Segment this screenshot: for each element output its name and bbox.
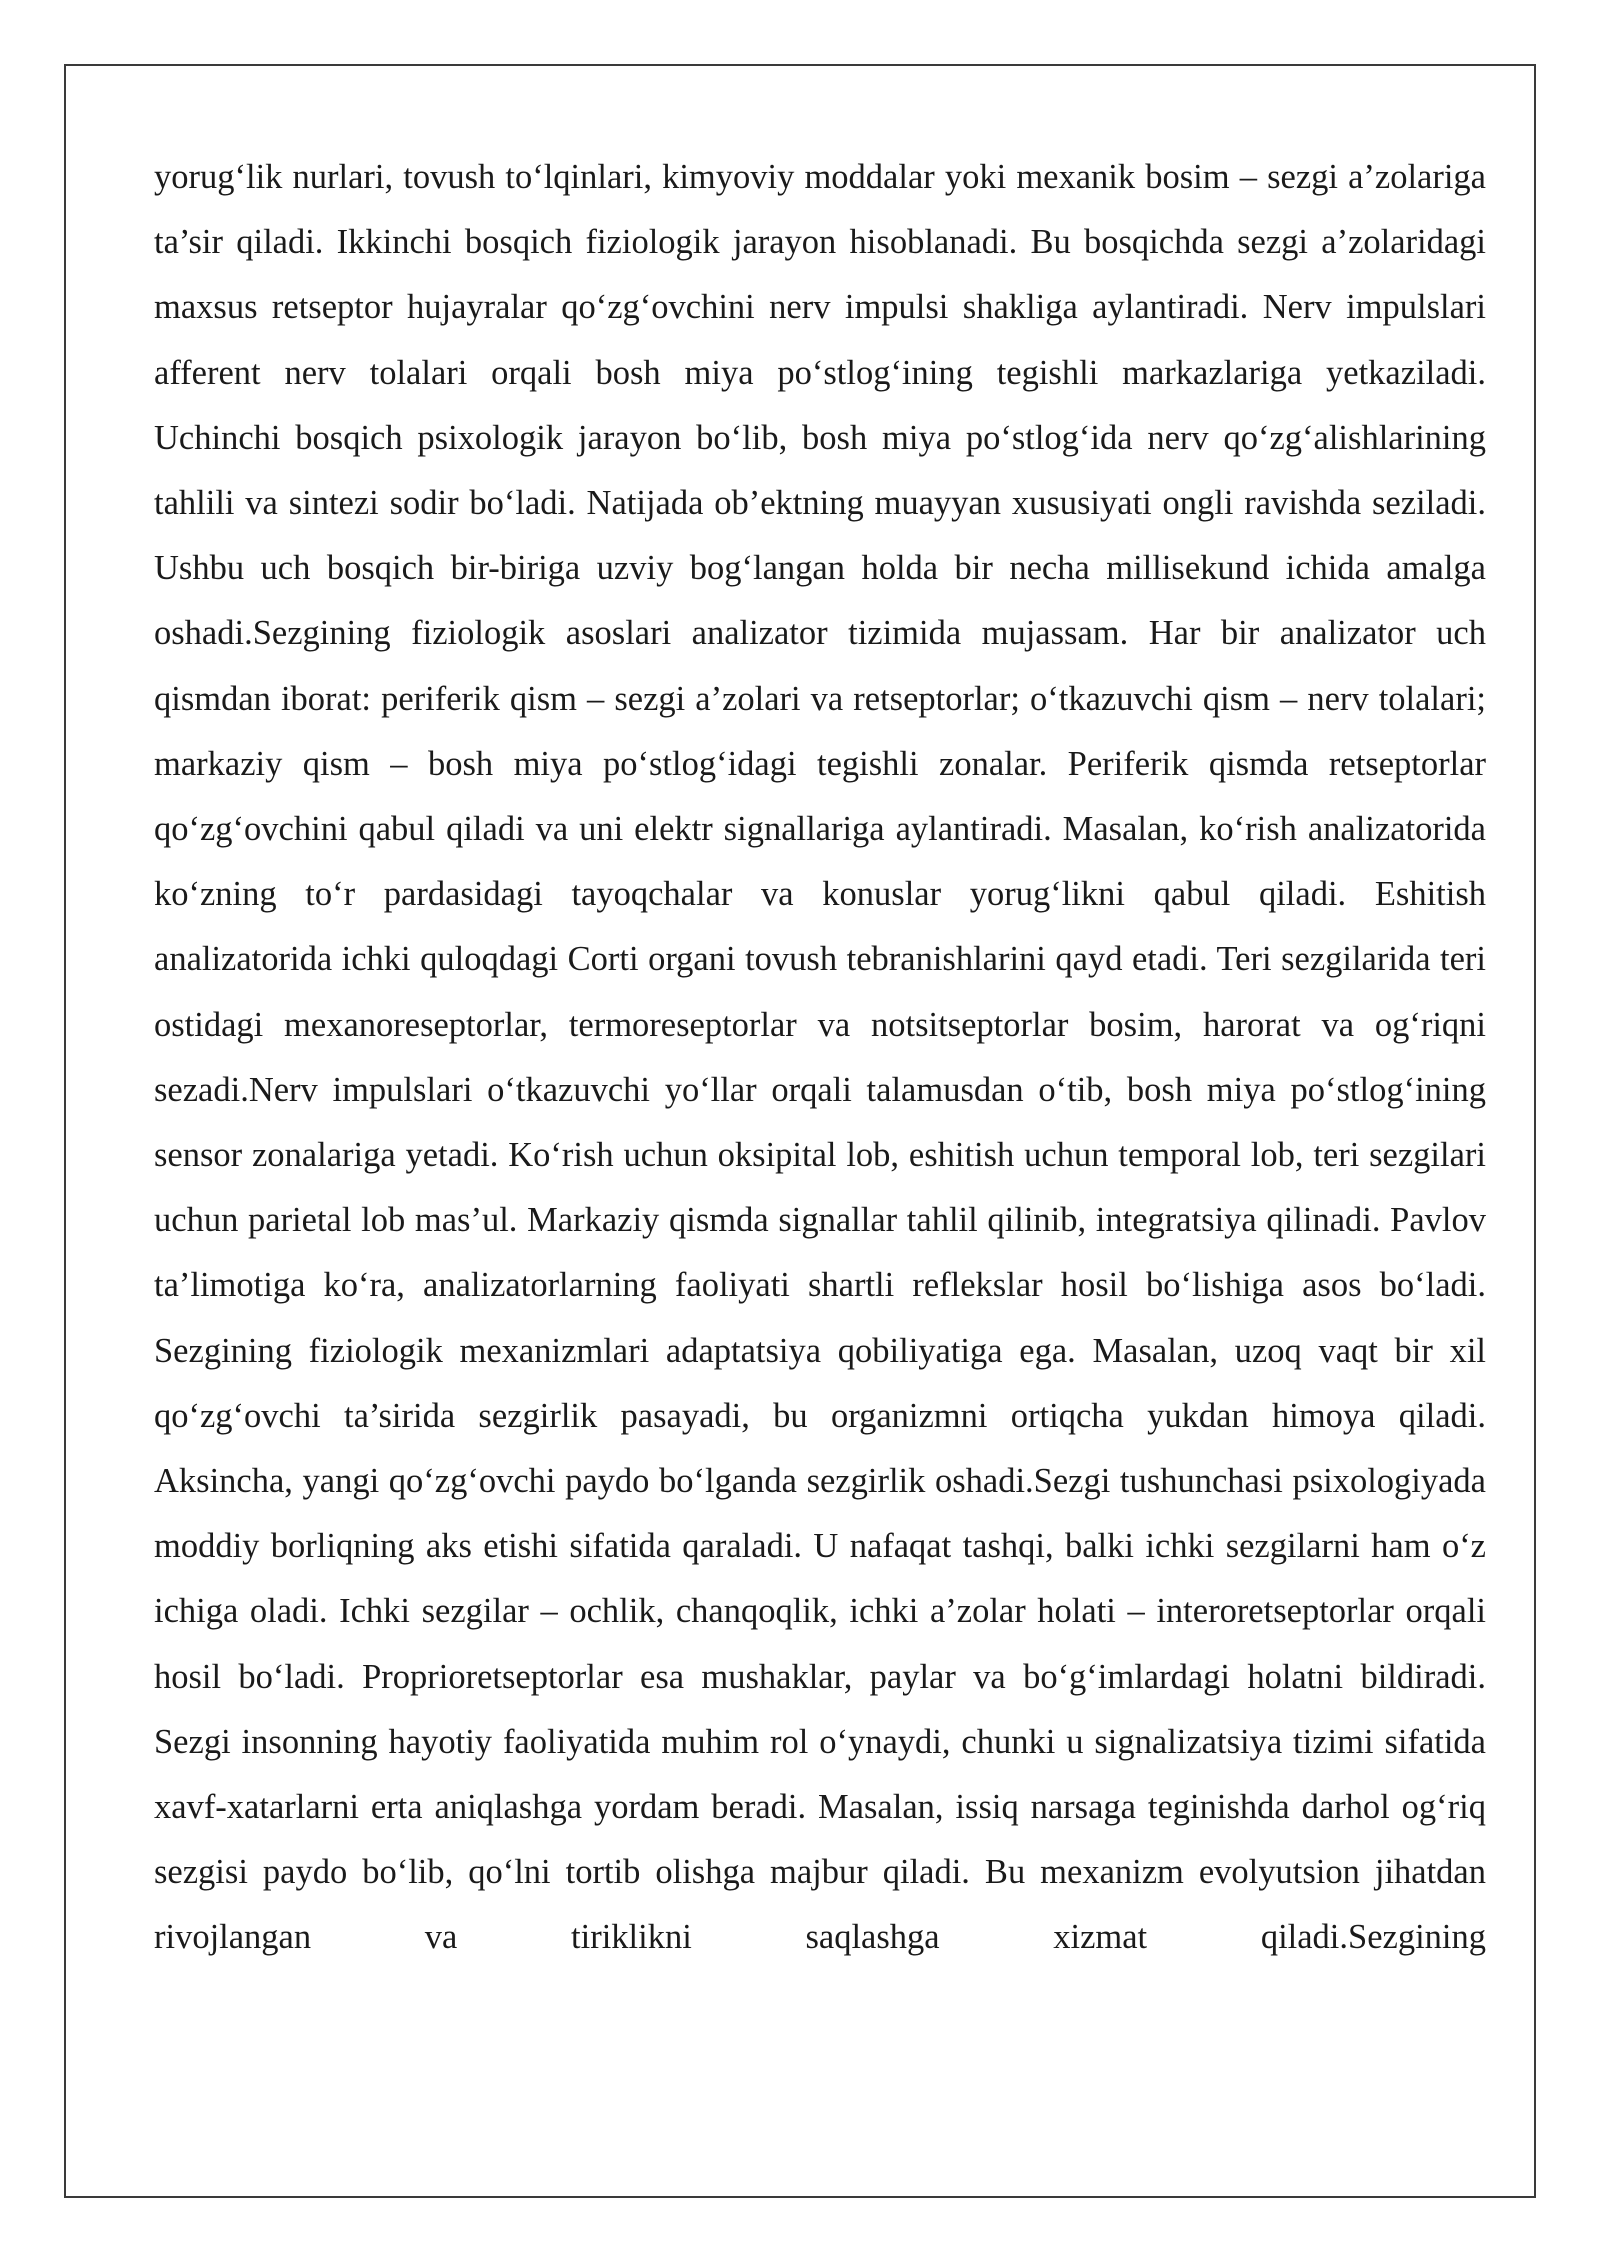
- body-paragraph: yorug‘lik nurlari, tovush to‘lqinlari, kimyoviy moddalar yoki mexanik bosim – sezgi a’zolariga ta’sir qiladi. Ikkinchi bosqich fiziologik jarayon hisoblanadi. Bu bosqichda sezgi a’zolaridagi maxsus retseptor hujayralar qo‘zg‘ovchini nerv impulsi shakliga aylantiradi. Nerv impulslari afferent nerv tolalari orqali bosh miya po‘stlog‘ining tegishli markazlariga yetkaziladi. Uchinchi bosqich psixologik jarayon bo‘lib, bosh miya po‘stlog‘ida nerv qo‘zg‘alishlarining tahlili va sintezi sodir bo‘ladi. Natijada ob’ektning muayyan xususiyati ongli ravishda seziladi. Ushbu uch bosqich bir-biriga uzviy bog‘langan holda bir necha millisekund ichida amalga oshadi.Sezgining fiziologik asoslari analizator tizimida mujassam. Har bir analizator uch qismdan iborat: periferik qism – sezgi a’zolari va retseptorlar; o‘tkazuvchi qism – nerv tolalari; markaziy qism – bosh miya po‘stlog‘idagi tegishli zonalar. Periferik qismda retseptorlar qo‘zg‘ovchini qabul qiladi va uni elektr signallariga aylantiradi. Masalan, ko‘rish analizatorida ko‘zning to‘r pardasidagi tayoqchalar va konuslar yorug‘likni qabul qiladi. Eshitish analizatorida ichki quloqdagi Corti organi tovush tebranishlarini qayd etadi. Teri sezgilarida teri ostidagi mexanoreseptorlar, termoreseptorlar va notsitseptorlar bosim, harorat va og‘riqni sezadi.Nerv impulslari o‘tkazuvchi yo‘llar orqali talamusdan o‘tib, bosh miya po‘stlog‘ining sensor zonalariga yetadi. Ko‘rish uchun oksipital lob, eshitish uchun temporal lob, teri sezgilari uchun parietal lob mas’ul. Markaziy qismda signallar tahlil qilinib, integratsiya qilinadi. Pavlov ta’limotiga ko‘ra, analizatorlarning faoliyati shartli reflekslar hosil bo‘lishiga asos bo‘ladi. Sezgining fiziologik mexanizmlari adaptatsiya qobiliyatiga ega. Masalan, uzoq vaqt bir xil qo‘zg‘ovchi ta’sirida sezgirlik pasayadi, bu organizmni ortiqcha yukdan himoya qiladi. Aksincha, yangi qo‘zg‘ovchi paydo bo‘lganda sezgirlik oshadi.Sezgi tushunchasi psixologiyada moddiy borliqning aks etishi sifatida qaraladi. U nafaqat tashqi, balki ichki sezgilarni ham o‘z ichiga oladi. Ichki sezgilar – ochlik, chanqoqlik, ichki a’zolar holati – interoretseptorlar orqali hosil bo‘ladi. Proprioretseptorlar esa mushaklar, paylar va bo‘g‘imlardagi holatni bildiradi. Sezgi insonning hayotiy faoliyatida muhim rol o‘ynaydi, chunki u signalizatsiya tizimi sifatida xavf-xatarlarni erta aniqlashga yordam beradi. Masalan, issiq narsaga teginishda darhol og‘riq sezgisi paydo bo‘lib, qo‘lni tortib olishga majbur qiladi. Bu mexanizm evolyutsion jihatdan rivojlangan va tiriklikni saqlashga xizmat qiladi.Sezgining: [154, 158, 1486, 1957]
